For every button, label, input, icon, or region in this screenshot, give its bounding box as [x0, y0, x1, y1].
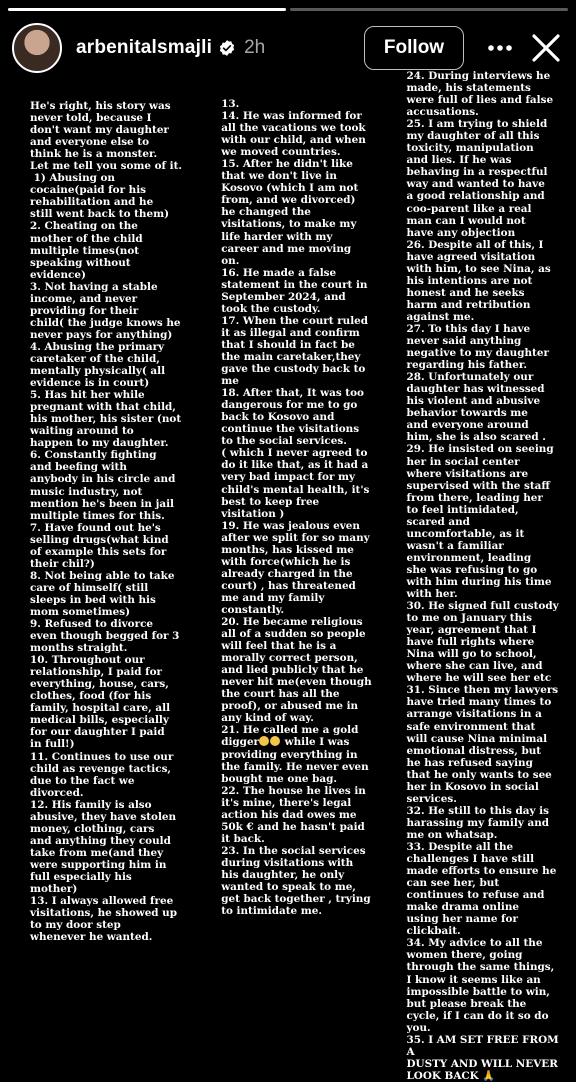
verified-badge-icon [218, 39, 236, 57]
story-progress-segment-2 [290, 8, 568, 11]
post-time: 2h [244, 37, 266, 58]
avatar[interactable] [12, 23, 62, 73]
story-text-column-2-part-b: while I was providing everything in the family. He never even bought me one bag. 22. The house he lives in it's mine, there's legal action his dad owes me 50k € and he hasn't paid it back. 23. In the social services during visitations with his daughter, he only wanted to speak to me, get back together , trying to intimidate me. [221, 736, 371, 918]
close-icon[interactable] [526, 28, 566, 68]
follow-button[interactable]: Follow [364, 26, 464, 70]
story-progress-segment-1 [8, 8, 286, 11]
story-text-column-1: He's right, his story was never told, because I don't want my daughter and everyone else to think he is a monster. Let me tell you some of it. 1) Abusing on cocaine(paid for his rehabilitation and he still went back to them) 2. Cheating on the mother of the child multiple times(not speaking without evidence) 3. Not having a stable income, and never providing for their child( the judge knows he never pays for anything) 4. Abusing the primary caretaker of the child, mentally physically( all evidence is in court) 5. Has hit her while pregnant with that child, his mother, his sister (not waiting around to happen to my daughter. 6. Constantly fighting and beefing with anybody in his circle and music industry, not mention he's been in jail multiple times for this. 7. Have found out he's selling drugs(what kind of example this sets for their chil?) 8. Not being able to take care of himself( still sleeps in bed with his mom sometimes) 9. Refused to divorce even though begged for 3 months straight. 10. Throughout our relationship, I paid for everything, house, cars, clothes, food (for his family, hospital care, all medical bills, especially for our daughter I paid in full!) 11. Continues to use our child as revenge tactics, due to the fact we divorced. 12. His family is also abusive, they have stolen money, clothing, cars and anything they could take from me(and they were supporting him in full especially his mother) 13. I always allowed free visitations, he showed up to my door step whenever he wanted. [30, 100, 183, 944]
story-text-column-3: 24. During interviews he made, his statements were full of lies and false accusations. 25. I am trying to shield my daughter of all this toxicity, manipulation and lies. If he was behaving in a respectful way and wanted to have a good relationship and coo-parent like a real man can I would not have any objection 26. Despite all of this, I have agreed visitation with him, to see Nina, as his intentions are not honest and he seeks harm and retribution against me. 27. To this day I have never said anything negative to my daughter regarding his father. 28. Unfortunately our daughter has witnessed his violent and abusive behavior towards me and everyone around him, she is also scared . 29. He insisted on seeing her in social center where visitations are supervised with the staff from there, leading her to feel intimidated, scared and uncomfortable, as it wasn't a familiar environment, leading she was refusing to go with him during his time with her. 30. He signed full custody to me on January this year, agreement that I have full rights where Nina will go to school, where she can live, and where he will see her etc 31. Since then my lawyers have tried many times to arrange visitations in a safe environment that will cause Nina minimal emotional distress, but he has refused saying that he only wants to see her in Kosovo in social services. 32. He still to this day is harassing my family and me on whatsap. 33. Despite all the challenges I have still made efforts to ensure he can see her, but continues to refuse and make drama online using her name for clickbait. 34. My advice to all the women there, going through the same things, I know it seems like an impossible battle to win, but please break the cycle, if I can do it so do you. 35. I AM SET FREE FROM A DUSTY AND WILL NEVER LOOK BACK 🙏 [406, 70, 559, 1082]
laughing-emoji-icon [259, 736, 269, 746]
more-icon[interactable] [480, 28, 520, 68]
username[interactable]: arbenitalsmajli [76, 37, 213, 58]
laughing-emoji-icon [270, 736, 280, 746]
story-text-column-2-part-a: 13. 14. He was informed for all the vacations we took with our child, and when we moved countries. 15. After he didn't like that we don't live in Kosovo (which I am not from, and we divorced) he changed the visitations, to make my life harder with my career and me moving on. 16. He made a false statement in the court in September 2024, and took the custody. 17. When the court ruled it as illegal and confirm that I should in fact be the main caretaker,they gave the custody back to me 18. After that, It was too dangerous for me to go back to Kosovo and continue the visitations to the social services. ( which I never agreed to do it like that, as it had a very bad impact for my child's mental health, it's best to keep free visitation ) 19. He was jealous even after we split for so many months, has kissed me with force(which he is already charged in the court) , has threatened me and my family constantly. 20. He became religious all of a sudden so people will feel that he is a morally correct person, and lied publicly that he never hit me(even though the court has all the proof), or abused me in any kind of way. 21. He called me a gold digger [221, 98, 372, 749]
story-content[interactable] [30, 70, 566, 1082]
story-header [12, 20, 566, 76]
story-progress-bar [8, 8, 568, 11]
story-text-column-2 [221, 70, 394, 1008]
